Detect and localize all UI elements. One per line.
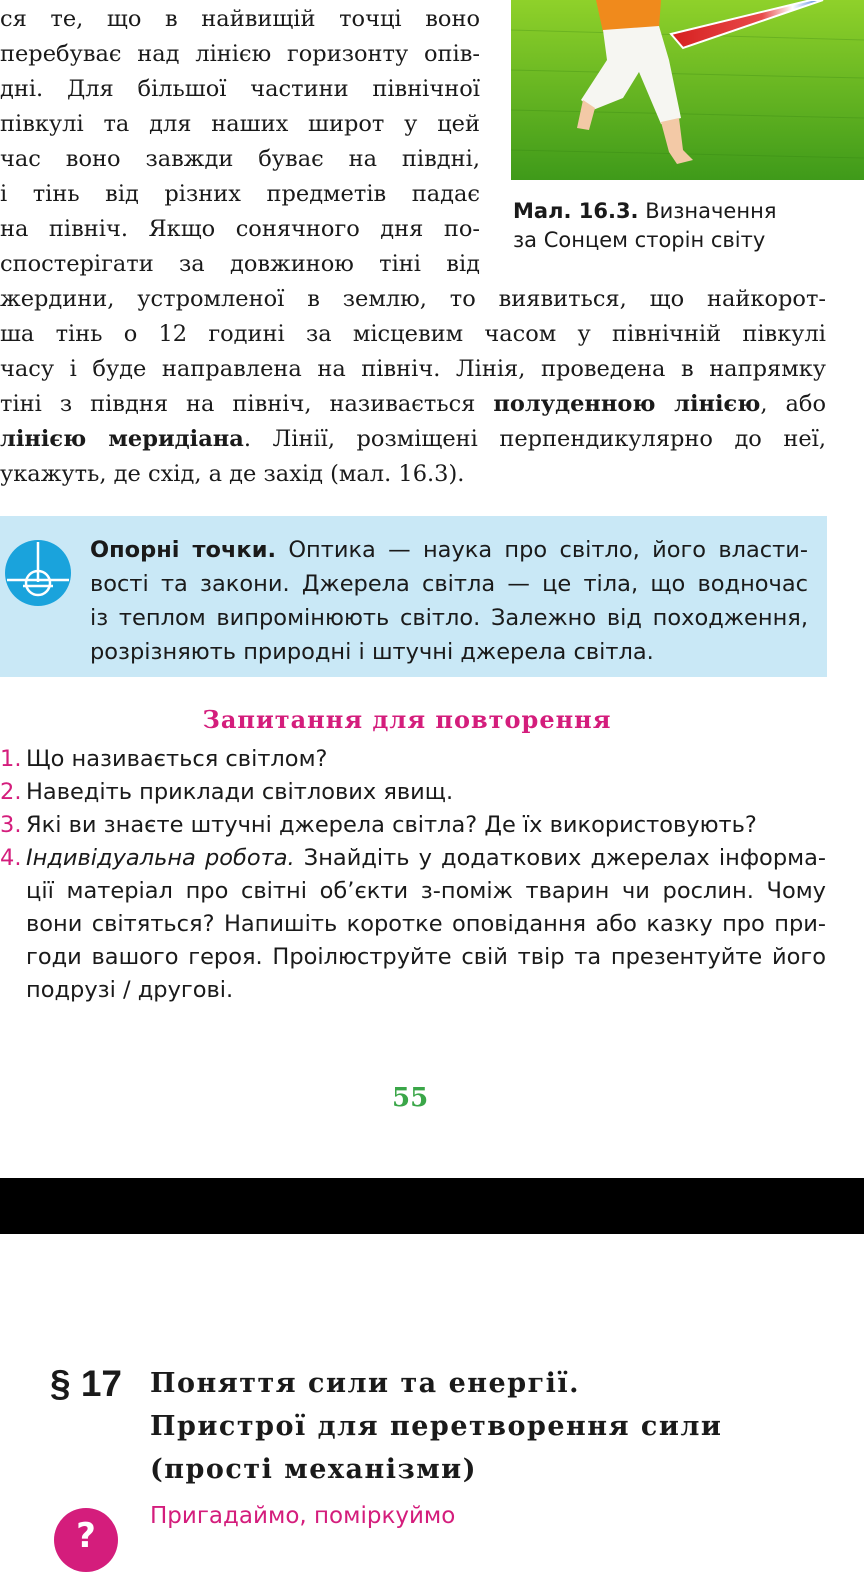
question-item [0,776,826,809]
body-line: ша тінь о 12 годині за місцевим часом у північній півкулі [0,321,826,347]
body-line-with-term [0,422,826,457]
body-line-with-term [0,387,826,422]
question-text: ції матеріал про світні об’єкти з-поміж тварин чи рослин. Чому [26,878,826,904]
question-text: Що називається світлом? [26,746,328,772]
question-text: Наведіть приклади світлових явищ. [26,779,454,805]
body-line: жердини, устромленої в землю, то виявиться, що найкорот- [0,286,826,312]
key-points-line [90,533,808,567]
grass-photo-illustration [511,0,864,180]
body-line: укажуть, де схід, а де захід (мал. 16.3). [0,461,465,487]
caption-text: Визначення [638,199,777,223]
question-item [0,842,826,1007]
question-number: 1. [0,746,22,772]
key-points-span: Оптика — наука про світло, його власти- [276,537,808,563]
question-text [26,842,826,875]
recall-heading: Пригадаймо, поміркуймо [150,1503,456,1529]
question-text: годи вашого героя. Проілюструйте свій твір та презентуйте його [26,944,826,970]
question-number: 2. [0,779,22,805]
questions-heading: Запитання для повторення [202,705,612,734]
figure-caption [513,197,853,255]
question-span: Знайдіть у додаткових джерелах інформа- [294,845,826,871]
question-number: 3. [0,812,22,838]
key-points-line: розрізняють природні і штучні джерела світла. [90,639,654,665]
question-mark-icon: ? [54,1508,118,1572]
term-meridian-line: лінією меридіана [0,426,244,452]
body-text-span: , або [760,391,826,417]
section-title-line: (прості механізми) [150,1454,477,1485]
body-line: дні. Для більшої частини північної [0,76,480,102]
body-text-column [0,2,480,282]
caption-label: Мал. 16.3. [513,199,639,223]
key-points-line: із теплом випромінюють світло. Залежно від походження, [90,605,808,631]
body-line: спостерігати за довжиною тіні від [0,251,480,277]
section-number: § 17 [50,1363,123,1404]
body-line: перебуває над лінією горизонту опів- [0,41,480,67]
figure-photo-grass [511,0,864,180]
question-item [0,743,826,776]
body-line: і тінь від різних предметів падає [0,181,480,207]
page-separator-band [0,1178,864,1234]
question-text: вони світяться? Напишіть коротке оповідання або казку про при- [26,911,826,937]
section-title [150,1362,850,1491]
body-line: на північ. Якщо сонячного дня по- [0,216,480,242]
body-line: півкулі та для наших широт у цей [0,111,480,137]
questions-list [0,743,826,1007]
individual-work-label: Індивідуальна робота. [26,845,295,871]
question-text: Які ви знаєте штучні джерела світла? Де їх використовують? [26,812,757,838]
question-number: 4. [0,845,22,871]
question-text: подрузі / другові. [26,977,234,1003]
body-text-span: . Лінії, розміщені перпендикулярно до неї, [243,426,826,452]
section-title-line: Поняття сили та енергії. [150,1368,581,1399]
key-points-icon [3,538,73,612]
key-points-text [90,533,808,669]
body-line: часу і буде направлена на північ. Лінія, проведена в напрямку [0,356,826,382]
key-points-line: вості та закони. Джерела світла — це тіла, що водночас [90,571,808,597]
caption-text-line2: за Сонцем сторін світу [513,228,766,252]
term-noon-line: полуденною лінією [493,391,761,417]
body-text-full [0,282,826,492]
page-number: 55 [392,1083,429,1113]
body-line: ся те, що в найвищій точці воно [0,6,480,32]
key-points-label: Опорні точки. [90,537,277,563]
body-text-span: тіні з півдня на північ, називається [0,391,494,417]
body-line: час воно завжди буває на півдні, [0,146,480,172]
section-title-line: Пристрої для перетворення сили [150,1411,723,1442]
target-icon [3,538,73,608]
question-item [0,809,826,842]
